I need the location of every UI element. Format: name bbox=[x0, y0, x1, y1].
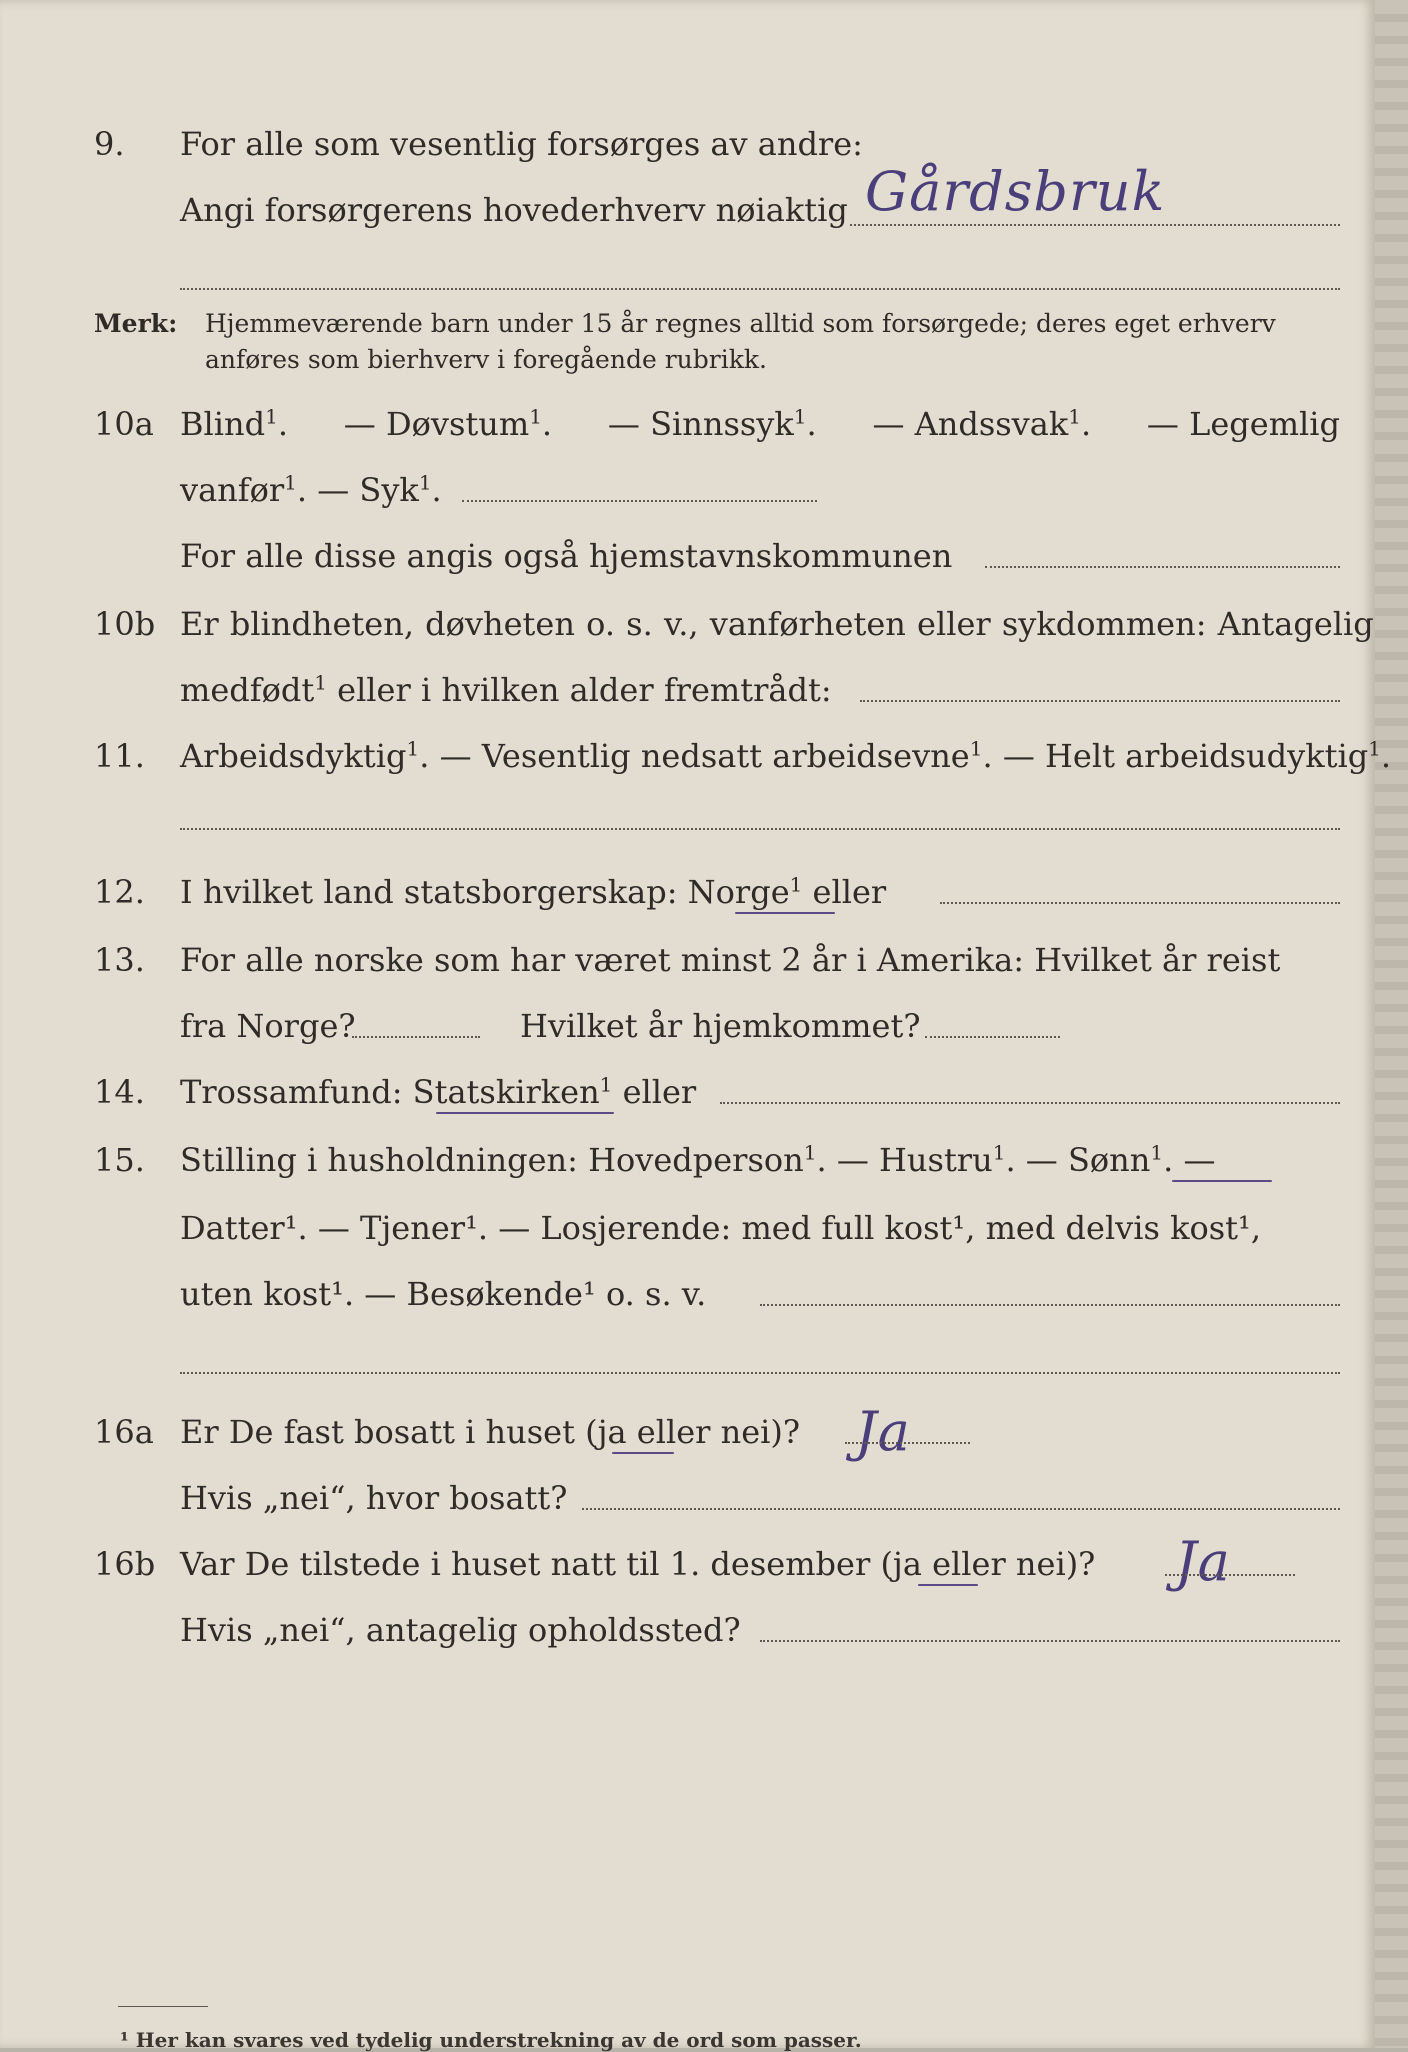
q13-number: 13. bbox=[94, 941, 145, 979]
footnote: ¹ Her kan svares ved tydelig understrekning av de ord som passer. bbox=[120, 2028, 862, 2052]
q15-sonn: Sønn bbox=[1067, 1141, 1151, 1179]
q10a-number: 10a bbox=[94, 405, 154, 443]
q13-text1: For alle norske som har været minst 2 år i Amerika: Hvilket år reist bbox=[180, 941, 1281, 979]
q11-arbeidsdyktig: Arbeidsdyktig bbox=[180, 737, 407, 775]
q10a-syk-line[interactable] bbox=[462, 500, 817, 502]
q13-hjemkommet: Hvilket år hjemkommet? bbox=[520, 1007, 921, 1045]
q15-hustru: . — Hustru bbox=[816, 1141, 993, 1179]
paper-edge bbox=[1375, 0, 1408, 2048]
q9-text1: For alle som vesentlig forsørges av andre: bbox=[180, 125, 863, 163]
q12-norge-underline bbox=[735, 912, 835, 914]
q10a-legemlig: — Legemlig bbox=[1146, 405, 1340, 443]
q10a-hjemstavn-line[interactable] bbox=[985, 566, 1340, 568]
q16b-opholdssted-line[interactable] bbox=[760, 1640, 1340, 1642]
q10a-sinnssyk: — Sinnssyk$^1$. bbox=[607, 404, 817, 443]
q11-nedsatt: . — Vesentlig nedsatt arbeidsevne bbox=[419, 737, 970, 775]
q10b-medfodt: medfødt bbox=[180, 671, 315, 709]
q10a-andssvak: — Andssvak$^1$. bbox=[872, 404, 1092, 443]
q9-extra-line[interactable] bbox=[180, 288, 1340, 290]
footnote-rule bbox=[118, 2006, 208, 2007]
q13-reist-line[interactable] bbox=[352, 1036, 480, 1038]
q14-eller: eller bbox=[612, 1073, 697, 1111]
q16a-number: 16a bbox=[94, 1413, 154, 1451]
q16b-number: 16b bbox=[94, 1545, 156, 1583]
q10a-syk: — Syk bbox=[317, 471, 419, 509]
q9-text2: Angi forsørgerens hovederhverv nøiaktig bbox=[180, 191, 848, 229]
q12-question: I hvilket land statsborgerskap: bbox=[180, 873, 678, 911]
q14-trossamfund: Trossamfund: bbox=[180, 1073, 403, 1111]
q10a-hjemstavn: For alle disse angis også hjemstavnskommunen bbox=[180, 537, 953, 575]
q11-answer-line[interactable] bbox=[180, 828, 1340, 830]
q10a-vanfor: vanfør bbox=[180, 471, 285, 509]
merk-text1: Hjemmeværende barn under 15 år regnes alltid som forsørgede; deres eget erhverv bbox=[205, 309, 1276, 338]
q16b-ja-underline bbox=[918, 1584, 978, 1586]
q10a-dovstum: — Døvstum$^1$. bbox=[343, 404, 553, 443]
q10b-alder: eller i hvilken alder fremtrådt: bbox=[326, 671, 832, 709]
q9-handwritten-answer: Gårdsbruk bbox=[865, 160, 1166, 223]
q12-number: 12. bbox=[94, 873, 145, 911]
q13-fra-norge: fra Norge? bbox=[180, 1007, 356, 1045]
q14-number: 14. bbox=[94, 1073, 145, 1111]
q16a-ja-underline bbox=[612, 1452, 674, 1454]
q10a-blind: Blind$^1$. bbox=[180, 404, 288, 443]
merk-text2: anføres som bierhverv i foregående rubrikk. bbox=[205, 345, 767, 374]
q16b-answer-line[interactable] bbox=[1165, 1574, 1295, 1576]
q11-udyktig: . — Helt arbeidsudyktig bbox=[982, 737, 1369, 775]
q16b-opholdssted: Hvis „nei“, antagelig opholdssted? bbox=[180, 1611, 741, 1649]
q10b-alder-line[interactable] bbox=[860, 700, 1340, 702]
q15-hovedperson: Stilling i husholdningen: Hovedperson bbox=[180, 1141, 804, 1179]
q15-extra-line[interactable] bbox=[180, 1372, 1340, 1374]
q14-answer-line[interactable] bbox=[720, 1102, 1340, 1104]
q12-answer-line[interactable] bbox=[940, 902, 1340, 904]
q16b-handwritten-answer: Ja bbox=[1175, 1530, 1231, 1593]
q15-answer-line[interactable] bbox=[760, 1304, 1340, 1306]
q10b-number: 10b bbox=[94, 605, 156, 643]
q16a-answer-line[interactable] bbox=[845, 1442, 970, 1444]
q9-answer-line[interactable] bbox=[850, 224, 1340, 226]
q12-eller: eller bbox=[802, 873, 887, 911]
q16a-hvor-bosatt: Hvis „nei“, hvor bosatt? bbox=[180, 1479, 568, 1517]
q16a-bosatt-line[interactable] bbox=[582, 1508, 1340, 1510]
q16a-handwritten-answer: Ja bbox=[855, 1400, 911, 1463]
q15-number: 15. bbox=[94, 1141, 145, 1179]
q10b-text1: Er blindheten, døvheten o. s. v., vanførheten eller sykdommen: Antagelig bbox=[180, 605, 1374, 643]
q14-statskirken-underline bbox=[436, 1112, 614, 1114]
q12-norge: Norge bbox=[687, 873, 790, 911]
q16a-question: Er De fast bosatt i huset (ja eller nei)? bbox=[180, 1413, 801, 1451]
q16b-question: Var De tilstede i huset natt til 1. desember (ja eller nei)? bbox=[180, 1545, 1096, 1583]
q15-text2: Datter¹. — Tjener¹. — Losjerende: med full kost¹, med delvis kost¹, bbox=[180, 1209, 1262, 1247]
q13-hjemkommet-line[interactable] bbox=[925, 1036, 1060, 1038]
q14-statskirken: Statskirken bbox=[412, 1073, 600, 1111]
q9-number: 9. bbox=[94, 125, 125, 163]
q15-text3: uten kost¹. — Besøkende¹ o. s. v. bbox=[180, 1275, 707, 1313]
q15-sonn-underline bbox=[1172, 1180, 1272, 1182]
merk-label: Merk: bbox=[94, 309, 178, 338]
q11-number: 11. bbox=[94, 737, 145, 775]
